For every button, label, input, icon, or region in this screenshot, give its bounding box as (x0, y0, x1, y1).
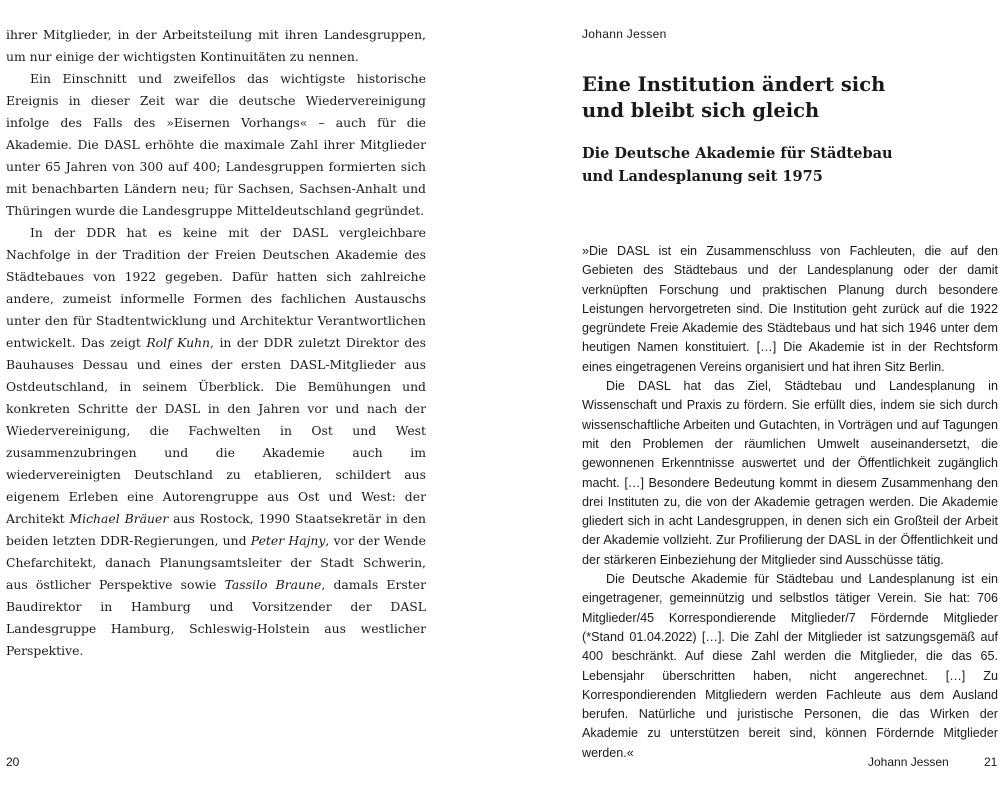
quote-paragraph-1: »Die DASL ist ein Zusammenschluss von Fachleuten, die auf den Gebieten des Städtebaus und der Landesplanung oder der damit verknüpften Forschung und praktischen Planung durch besondere Leistungen hervorgetreten sind. Die Institution geht zurück auf die 1922 gegründete Freie Akademie des Städtebaus und hat sich 1946 unter dem heutigen Namen konstituiert. […] Die Akademie ist in der Rechtsform eines eingetragenen Vereins organisiert und hat ihren Sitz Berlin. (582, 244, 998, 374)
person-name-rolf-kuhn: Rolf Kuhn (146, 335, 211, 350)
left-paragraph-1: ihrer Mitglieder, in der Arbeitsteilung mit ihren Landesgruppen, um nur einige der wichtigsten Kontinuitäten zu nennen. (6, 27, 426, 64)
running-head-author: Johann Jessen (582, 27, 667, 41)
chapter-subtitle (582, 142, 942, 188)
left-body-text (6, 24, 426, 662)
left-paragraph-3-text-d: , vor der Wende Chefarchitekt, danach Planungsamtsleiter der Stadt Schwerin, aus östlicher Perspektive sowie (6, 533, 426, 592)
person-name-michael-braeuer: Michael Bräuer (69, 511, 169, 526)
left-paragraph-3-text-a: In der DDR hat es keine mit der DASL vergleichbare Nachfolge in der Tradition der Freien Deutschen Akademie des Städtebaues von 1922 gegeben. Dafür hatten sich zahlreiche andere, zumeist informelle Formen des fachlichen Austauschs unter den für Stadtentwicklung und Architektur Verantwortlichen entwickelt. Das zeigt (6, 225, 426, 350)
left-paragraph-3 (6, 222, 426, 662)
right-page (500, 0, 1000, 800)
quote-block (582, 242, 998, 763)
footer-author: Johann Jessen (868, 755, 949, 769)
left-paragraph-3-text-e: , damals Erster Baudirektor in Hamburg und Vorsitzender der DASL Landesgruppe Hamburg, Schleswig-Holstein aus westlicher Perspektive. (6, 577, 426, 658)
left-paragraph-3-text-c: aus Rostock, 1990 Staatsekretär in den beiden letzten DDR-Regierungen, und (6, 511, 426, 548)
quote-paragraph-2: Die DASL hat das Ziel, Städtebau und Landesplanung in Wissenschaft und Praxis zu fördern. Sie erfüllt dies, indem sie sich durch wissenschaftliche Arbeiten und Gutachten, in Vorträgen und auf Tagungen mit den Problemen der räumlichen Umwelt auseinandersetzt, die gewonnenen Erkenntnisse auswertet und der Öffentlichkeit zugänglich macht. […] Besondere Bedeutung kommt in diesem Zusammenhang den drei Instituten zu, die von der Akademie getragen werden. Die Akademie gliedert sich in acht Landesgruppen, in denen sich ein Großteil der Arbeit der Akademie vollzieht. Zur Profilierung der DASL in der Öffentlichkeit und der stärkeren Einbeziehung der Mitglieder sind Ausschüsse tätig. (582, 379, 998, 567)
quote-paragraph-3: Die Deutsche Akademie für Städtebau und Landesplanung ist ein eingetragener, gemeinnützig und selbstlos tätiger Verein. Sie hat: 706 Mitglieder/45 Korrespondierende Mitglieder/7 Fördernde Mitglieder (*Stand 01.04.2022) […]. Die Zahl der Mitglieder ist satzungsgemäß auf 400 beschränkt. Auf diese Zahl werden die Mitglieder, die das 65. Lebensjahr überschritten haben, nicht angerechnet. […] Zu Korrespondierenden Mitgliedern werden Fachleute aus dem Ausland berufen. Natürliche und juristische Personen, die das Wirken der Akademie zu unterstützen bereit sind, können Fördernde Mitglieder werden.« (582, 572, 998, 760)
page-number-right: 21 (984, 755, 998, 769)
chapter-title-line-2: und bleibt sich gleich (582, 99, 820, 122)
chapter-subtitle-line-1: Die Deutsche Akademie für Städtebau (582, 145, 893, 162)
left-paragraph-2: Ein Einschnitt und zweifellos das wichtigste historische Ereignis in dieser Zeit war die deutsche Wiedervereinigung infolge des Falls des »Eisernen Vorhangs« – auch für die Akademie. Die DASL erhöhte die maximale Zahl ihrer Mitglieder unter 65 Jahren von 300 auf 400; Landesgruppen formierten sich mit benachbarten Ländern neu; für Sachsen, Sachsen-Anhalt und Thüringen wurde die Landesgruppe Mitteldeutschland gegründet. (6, 71, 426, 218)
chapter-title (582, 72, 942, 124)
person-name-peter-hajny: Peter Hajny (250, 533, 326, 548)
chapter-subtitle-line-2: und Landesplanung seit 1975 (582, 168, 823, 185)
left-paragraph-3-text-b: , in der DDR zuletzt Direktor des Bauhauses Dessau und eines der ersten DASL-Mitglieder aus Ostdeutschland, in seinem Überblick. Die Bemühungen und konkreten Schritte der DASL in den Jahren vor und nach der Wiedervereinigung, die Fachwelten in Ost und West zusammenzubringen und die Akademie auch im wiedervereinigten Deutschland zu etablieren, schildert aus eigenem Erleben eine Autorengruppe aus Ost und West: der Architekt (6, 335, 426, 526)
chapter-title-line-1: Eine Institution ändert sich (582, 73, 886, 96)
page-number-left: 20 (6, 755, 20, 769)
person-name-tassilo-braune: Tassilo Braune (224, 577, 322, 592)
